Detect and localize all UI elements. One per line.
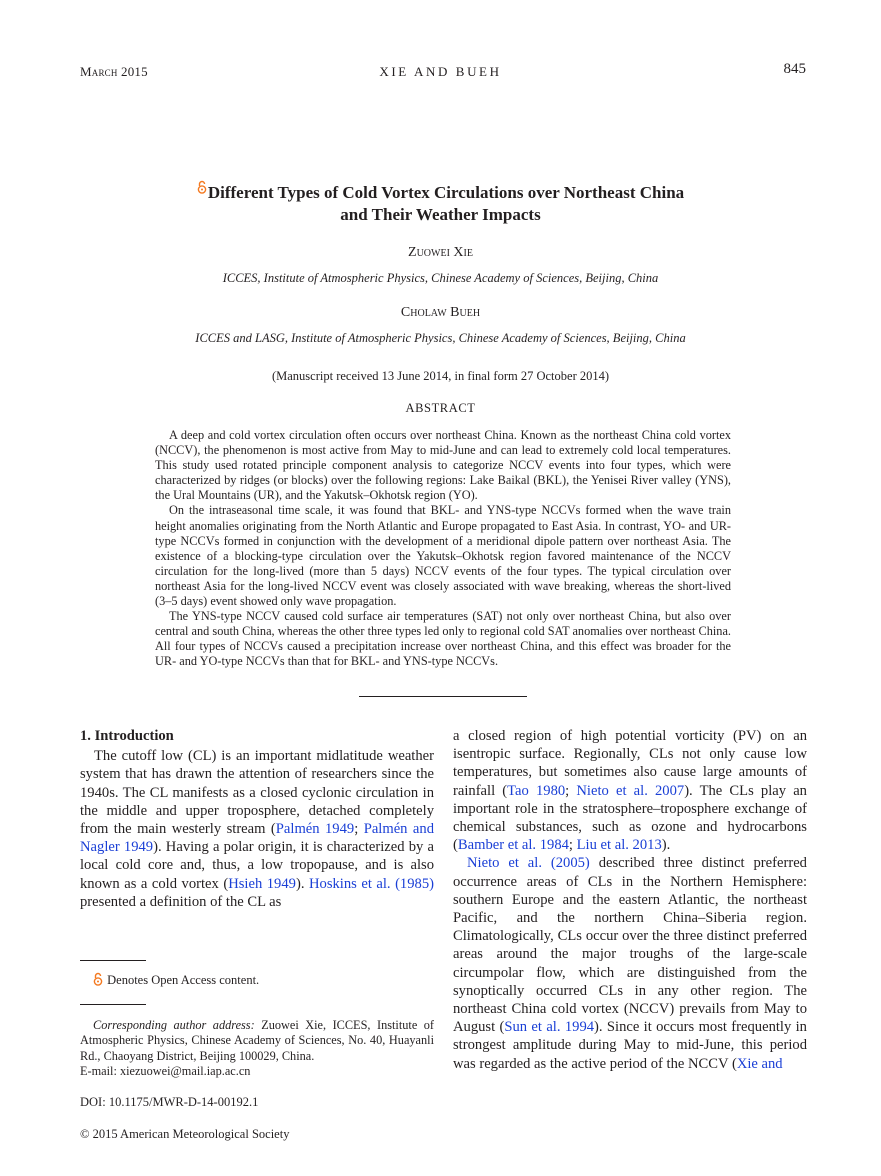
title-line-1: Different Types of Cold Vortex Circulations over Northeast China xyxy=(207,183,685,202)
open-access-lock-icon xyxy=(197,180,207,194)
citation-link[interactable]: Palmén 1949 xyxy=(275,821,355,838)
left-column xyxy=(80,727,434,911)
open-access-lock-icon xyxy=(93,972,103,986)
author-name-1: Zuowei Xie xyxy=(408,245,473,260)
body-paragraph: Nieto et al. (2005) described three distinct preferred occurrence areas of CLs in the Northern Hemisphere: southern Europe and the eastern Atlantic, the northeast Pacific, and the northern China–Siberia region. Climatologically, CLs occur over the three distinct preferred areas around the major troughs of the large-scale circumpolar flow, which are distinguished from the synoptically occurred CLs in any other region. The northeast China cold vortex (NCCV) prevails from May to August (Sun et al. 1994). Since it occurs most frequently in strongest amplitude during May to mid-June, this period was regarded as the active period of the NCCV (Xie and xyxy=(453,855,807,1072)
citation-link[interactable]: Nieto et al. (2005) xyxy=(467,855,590,872)
citation-link[interactable]: Xie and xyxy=(736,1055,783,1072)
author-name-2: Cholaw Bueh xyxy=(400,305,481,320)
open-access-footnote xyxy=(93,973,259,988)
author-affiliation-1: ICCES, Institute of Atmospheric Physics, Chinese Academy of Sciences, Beijing, China xyxy=(222,271,659,285)
running-header-date: March 2015 xyxy=(80,64,148,79)
abstract-body xyxy=(155,428,731,670)
citation-link[interactable]: Hoskins et al. (1985) xyxy=(308,875,434,892)
body-paragraph: The cutoff low (CL) is an important midlatitude weather system that has drawn the attention of researchers since the 1940s. The CL manifests as a closed cyclonic circulation in the middle and upper troposphere, detached completely from the main westerly stream (Palmén 1949; Palmén and Nagler 1949). Having a polar origin, it is characterized by a local cold core and, thus, a low tropopause, and is also known as a cold vortex (Hsieh 1949). Hoskins et al. (1985) presented a definition of the CL as xyxy=(80,748,434,910)
abstract-paragraph: A deep and cold vortex circulation often occurs over northeast China. Known as the northeast China cold vortex (NCCV), the phenomenon is most active from May to mid-June and can lead to extremely cold local temperatures. This study used rotated principle component analysis to categorize NCCV events into four types, which were characterized by ridges (or blocks) over the following regions: Lake Baikal (BKL), the Yenisei River valley (YNS), the Ural Mountains (UR), and the Yakutsk–Okhotsk region (YO). xyxy=(155,428,731,503)
corr-label: Corresponding author address: xyxy=(93,1018,255,1032)
citation-link[interactable]: Sun et al. 1994 xyxy=(504,1019,595,1036)
running-header-authors: XIE AND BUEH xyxy=(379,64,502,79)
copyright: © 2015 American Meteorological Society xyxy=(80,1127,290,1141)
citation-link[interactable]: Bamber et al. 1984 xyxy=(457,837,569,854)
doi: DOI: 10.1175/MWR-D-14-00192.1 xyxy=(80,1095,259,1109)
body-paragraph: a closed region of high potential vorticity (PV) on an isentropic surface. Regionally, CLs not only cause low temperatures, but sometimes also cause large amounts of rainfall (Tao 1980; Nieto et al. 2007). The CLs play an important role in the stratosphere–troposphere exchange of chemical substances, such as ozone and hydrocarbons (Bamber et al. 1984; Liu et al. 2013). xyxy=(453,728,807,854)
section-divider xyxy=(359,696,527,697)
author-affiliation-2: ICCES and LASG, Institute of Atmospheric Physics, Chinese Academy of Sciences, Beijing, China xyxy=(195,331,686,345)
citation-link[interactable]: Hsieh 1949 xyxy=(228,875,296,892)
footnote-rule xyxy=(80,960,146,961)
abstract-heading: ABSTRACT xyxy=(405,401,476,415)
open-access-note: Denotes Open Access content. xyxy=(107,973,260,987)
citation-link[interactable]: Palmén and Nagler 1949 xyxy=(80,821,434,856)
right-column xyxy=(453,727,807,1073)
corr-email: E-mail: xiezuowei@mail.iap.ac.cn xyxy=(80,1063,251,1078)
abstract-paragraph: The YNS-type NCCV caused cold surface air temperatures (SAT) not only over northeast China, but also over central and south China, whereas the other three types led only to regional cold SAT anomalies over northeast China. All four types of NCCVs caused a precipitation increase over northeast China, and this effect was broader for the UR- and YO-type NCCVs than that for BKL- and YNS-type NCCVs. xyxy=(155,609,731,669)
citation-link[interactable]: Nieto et al. 2007 xyxy=(576,782,685,799)
footnote-rule xyxy=(80,1004,146,1005)
corr-address: Zuowei Xie, ICCES, Institute of Atmospheric Physics, Chinese Academy of Sciences, No. 40, Huayanli Rd., Chaoyang District, Beijing 100029, China. xyxy=(80,1018,435,1063)
title-line-2: and Their Weather Impacts xyxy=(340,205,541,224)
corresponding-author xyxy=(80,1018,434,1079)
section-heading: 1. Introduction xyxy=(80,728,174,744)
citation-link[interactable]: Tao 1980 xyxy=(507,782,566,799)
abstract-paragraph: On the intraseasonal time scale, it was found that BKL- and YNS-type NCCVs formed when the wave train height anomalies originating from the North Atlantic and Europe propagated to East Asia. In contrast, YO- and UR-type NCCVs formed in conjunction with the development of a meridional dipole pattern over northeast Asia. The existence of a blocking-type circulation over the Yakutsk–Okhotsk region favored maintenance of the NCCV circulation for the long-lived (more than 5 days) NCCV events of the four types. The typical circulation over northeast Asia for the long-lived NCCV event was closely associated with wave breaking, whereas the short-lived (3–5 days) event showed only wave propagation. xyxy=(155,503,731,609)
manuscript-dates: (Manuscript received 13 June 2014, in final form 27 October 2014) xyxy=(271,369,610,383)
citation-link[interactable]: Liu et al. 2013 xyxy=(576,837,662,854)
article-title xyxy=(100,182,781,226)
page-number: 845 xyxy=(783,61,806,77)
